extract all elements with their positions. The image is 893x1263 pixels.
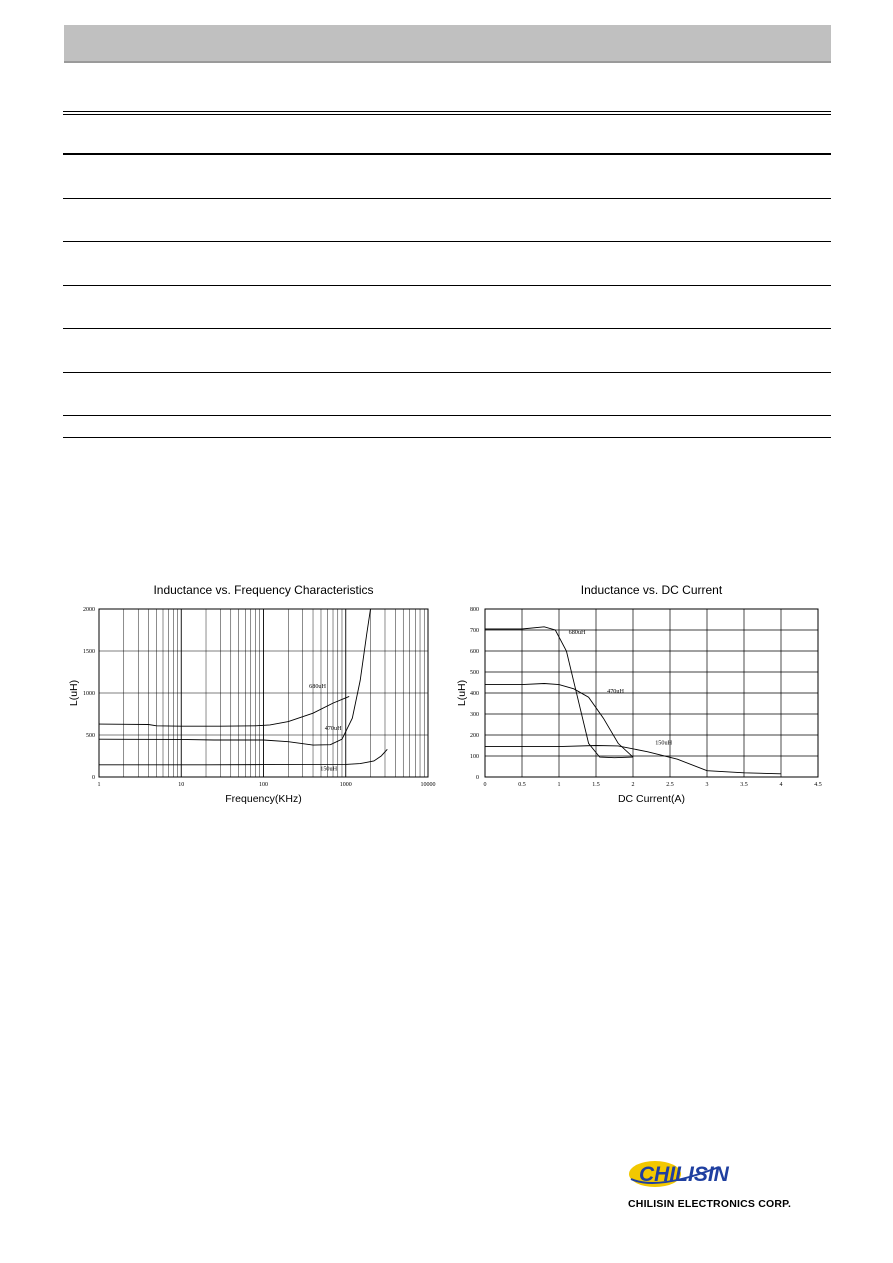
y-tick-label: 100 (470, 754, 479, 760)
table-rule-top (63, 111, 831, 112)
x-axis-label: Frequency(KHz) (225, 793, 302, 805)
x-tick-label: 2 (631, 782, 635, 788)
inductance-frequency-plot (60, 580, 450, 820)
y-tick-label: 500 (470, 670, 479, 676)
inductance-dc-current-chart (452, 580, 842, 820)
y-tick-label: 500 (86, 733, 95, 739)
x-tick-label: 4 (779, 782, 783, 788)
series-line-150uH (99, 749, 387, 765)
table-rule-row (63, 415, 831, 416)
x-tick-label: 0 (483, 782, 487, 788)
series-label: 150uH (320, 765, 338, 773)
y-tick-label: 1500 (83, 649, 95, 655)
table-rule-row (63, 285, 831, 286)
header-bar (64, 25, 831, 63)
table-rule-row (63, 241, 831, 242)
y-tick-label: 0 (92, 775, 95, 781)
y-tick-label: 0 (476, 775, 479, 781)
inductance-dc-current-plot (452, 580, 842, 820)
table-rule-top-double (63, 114, 831, 115)
x-tick-label: 10000 (420, 782, 436, 788)
x-tick-label: 1000 (339, 782, 352, 788)
y-tick-label: 800 (470, 607, 479, 613)
logo-wordmark: CHILISIN (639, 1163, 729, 1186)
x-tick-label: 3 (705, 782, 709, 788)
table-rule-row (63, 198, 831, 199)
chart-title: Inductance vs. DC Current (580, 583, 723, 597)
series-label: 470uH (324, 724, 342, 732)
x-tick-label: 2.5 (666, 782, 674, 788)
series-line-680uH (99, 696, 349, 726)
table-rule-row (63, 372, 831, 373)
y-tick-label: 1000 (83, 691, 95, 697)
x-tick-label: 1 (557, 782, 561, 788)
x-tick-label: 0.5 (518, 782, 526, 788)
inductance-frequency-chart (60, 580, 450, 820)
x-axis-label: DC Current(A) (617, 793, 686, 805)
company-name: CHILISIN ELECTRONICS CORP. (628, 1198, 792, 1210)
x-tick-label: 1.5 (592, 782, 600, 788)
y-tick-label: 600 (470, 649, 479, 655)
x-tick-label: 10 (178, 782, 185, 788)
y-axis-label: L(uH) (68, 679, 80, 707)
series-label: 680uH (568, 629, 586, 637)
x-tick-label: 3.5 (740, 782, 748, 788)
table-rule-header (63, 153, 831, 155)
series-label: 470uH (607, 688, 624, 695)
series-label: 150uH (655, 739, 673, 747)
x-tick-label: 100 (259, 782, 268, 788)
table-rule-row (63, 328, 831, 329)
y-axis-label: L(uH) (456, 679, 468, 707)
y-tick-label: 400 (470, 691, 479, 697)
y-tick-label: 700 (470, 628, 479, 634)
y-tick-label: 2000 (83, 607, 95, 613)
chart-title: Inductance vs. Frequency Characteristics (153, 583, 374, 597)
y-tick-label: 300 (470, 712, 479, 718)
y-tick-label: 200 (470, 733, 479, 739)
table-rule-bottom (63, 437, 831, 438)
series-label: 680uH (309, 682, 326, 690)
x-tick-label: 4.5 (814, 782, 822, 788)
x-tick-label: 1 (97, 782, 101, 788)
